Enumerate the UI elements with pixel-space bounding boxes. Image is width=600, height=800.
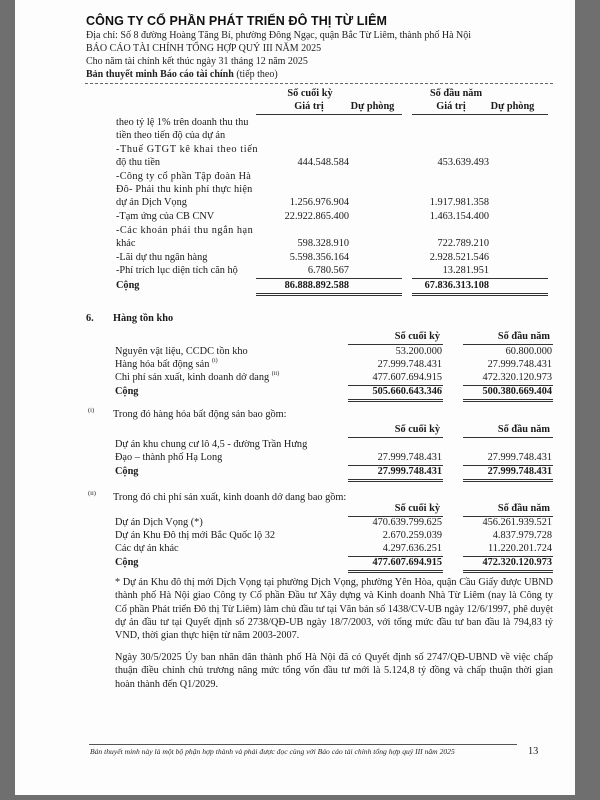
- total-label: Cộng: [116, 280, 140, 291]
- section-heading-bold: Bản thuyết minh Báo cáo tài chính: [86, 69, 234, 80]
- row-end-value: 598.328.910: [297, 238, 349, 249]
- row-end-value: 444.548.584: [297, 157, 349, 168]
- row-start-value: 2.928.521.546: [429, 252, 489, 263]
- row-start-value: 1.917.981.358: [429, 197, 489, 208]
- row-label: -Công ty cổ phần Tập đoàn Hà: [116, 171, 252, 182]
- col-end-provision: Dự phòng: [350, 101, 395, 112]
- row-start-value: 4.837.979.728: [492, 530, 552, 541]
- row-start-value: 722.789.210: [437, 238, 489, 249]
- col-end: Số cuối kỳ: [394, 424, 440, 435]
- col-start: Số đầu năm: [497, 503, 550, 514]
- footnote-marker: (i): [88, 407, 95, 414]
- detail-intro: Trong đó hàng hóa bất động sản bao gồm:: [113, 409, 287, 420]
- section-heading: [86, 69, 278, 80]
- row-start-value: 27.999.748.431: [487, 359, 552, 370]
- total-start-value: 67.836.313.108: [424, 280, 489, 291]
- row-end-value: 22.922.865.400: [284, 211, 349, 222]
- rule: [348, 437, 443, 438]
- row-label: theo tỷ lệ 1% trên doanh thu thu: [116, 117, 249, 128]
- row-start-value: 11.220.201.724: [488, 543, 552, 554]
- note-paragraph-1: * Dự án Khu đô thị mới Dịch Vọng tại phường Dịch Vọng, phường Yên Hòa, quận Cầu Giấy được UBND thành phố Hà Nội giao Công ty Cổ phần Đầu tư Xây dựng và Kinh doanh Nhà Từ Liêm (nay là Công ty Cổ phần Phát triển Đô thị Từ Liêm) làm chủ đầu tư tại Văn bản số 1438/CV-UB ngày 12/6/1997, phê duyệt dự án đầu tư tại Quyết định số 2738/QĐ-UB ngày 18/7/2003, với tổng mức đầu tư ban đầu là 794,83 tỷ VND, thời gian thực hiện từ năm 2003-2007.: [115, 577, 553, 642]
- double-rule: [348, 479, 443, 482]
- row-label: Dự án Dịch Vọng (*): [115, 517, 203, 528]
- double-rule: [412, 293, 548, 296]
- double-rule: [348, 570, 443, 573]
- detail-intro: Trong đó chi phí sản xuất, kinh doanh dở dang bao gồm:: [113, 492, 347, 503]
- double-rule: [463, 570, 553, 573]
- section-number: 6.: [86, 313, 94, 324]
- footnote-mark: (i): [211, 358, 218, 364]
- row-end-value: 6.780.567: [307, 265, 349, 276]
- total-label: Cộng: [115, 386, 139, 397]
- row-label: -Các khoản phải thu ngắn hạn: [116, 225, 254, 236]
- row-end-value: 1.256.976.904: [289, 197, 349, 208]
- rule: [463, 437, 553, 438]
- col-start: Số đầu năm: [497, 331, 550, 342]
- row-label: -Thuế GTGT kê khai theo tiến: [116, 144, 259, 155]
- note-paragraph-2: Ngày 30/5/2025 Ủy ban nhân dân thành phố Hà Nội đã có Quyết định số 2747/QĐ-UBND về việc chấp thuận điều chỉnh chủ trương nâng mức tổng vốn đầu tư mới là 5.124,8 tỷ đồng và chấp thuận thời gian hoàn thành đến Q1/2029.: [115, 652, 553, 690]
- total-end-value: 86.888.892.588: [284, 280, 349, 291]
- rule: [256, 114, 402, 115]
- header-divider: [85, 83, 553, 84]
- section-heading-cont: (tiếp theo): [233, 69, 278, 80]
- footnote-marker: (ii): [88, 490, 96, 497]
- total-label: Cộng: [115, 557, 139, 568]
- row-label-text: Chi phí sản xuất, kinh doanh dở dang: [115, 372, 270, 383]
- row-label: -Tạm ứng của CB CNV: [116, 211, 215, 222]
- row-label: Đô- Phải thu kinh phí thực hiện: [116, 184, 253, 195]
- row-label: khác: [116, 238, 136, 249]
- double-rule: [463, 399, 553, 402]
- row-end-value: 470.639.799.625: [372, 517, 442, 528]
- total-end-value: 27.999.748.431: [377, 466, 442, 477]
- report-title: BÁO CÁO TÀI CHÍNH TỔNG HỢP QUÝ III NĂM 2025: [86, 43, 322, 54]
- footnote-mark: (ii): [271, 371, 280, 377]
- row-start-value: 1.463.154.400: [429, 211, 489, 222]
- row-label-text: Hàng hóa bất động sản: [115, 359, 210, 370]
- col-start-provision: Dự phòng: [490, 101, 535, 112]
- row-start-value: 13.281.951: [442, 265, 489, 276]
- report-period: Cho năm tài chính kết thúc ngày 31 tháng 12 năm 2025: [86, 56, 308, 67]
- row-end-value: 4.297.636.251: [382, 543, 442, 554]
- row-end-value: 2.670.259.039: [382, 530, 442, 541]
- row-label: -Lãi dự thu ngân hàng: [116, 252, 208, 263]
- row-end-value: 27.999.748.431: [377, 359, 442, 370]
- company-name: CÔNG TY CỔ PHẦN PHÁT TRIỂN ĐÔ THỊ TỪ LIÊM: [86, 14, 388, 28]
- col-end: Số cuối kỳ: [394, 331, 440, 342]
- col-group-start: Số đầu năm: [429, 88, 483, 99]
- double-rule: [256, 293, 402, 296]
- row-label: Đạo – thành phố Hạ Long: [115, 452, 223, 463]
- row-start-value: 27.999.748.431: [487, 452, 552, 463]
- total-end-value: 505.660.643.346: [372, 386, 442, 397]
- row-start-value: 472.320.120.973: [482, 372, 552, 383]
- row-label: Nguyên vật liệu, CCDC tồn kho: [115, 346, 248, 357]
- row-label: -Phí trích lục diện tích căn hộ: [116, 265, 238, 276]
- col-start-value: Giá trị: [436, 101, 466, 112]
- document-page: [15, 0, 575, 795]
- row-start-value: 453.639.493: [437, 157, 489, 168]
- total-start-value: 500.380.669.404: [482, 386, 552, 397]
- company-address: Địa chỉ: Số 8 đường Hoàng Tăng Bí, phường Đông Ngạc, quận Bắc Từ Liêm, thành phố Hà Nội: [86, 30, 472, 41]
- page-number: 13: [528, 746, 539, 757]
- row-label: dự án Dịch Vọng: [116, 197, 187, 208]
- col-start: Số đầu năm: [497, 424, 550, 435]
- rule: [412, 114, 548, 115]
- section-title: Hàng tồn kho: [113, 313, 174, 324]
- row-label: tiền theo tiến độ của dự án: [116, 130, 226, 141]
- row-end-value: 53.200.000: [395, 346, 442, 357]
- row-label: [115, 359, 218, 370]
- double-rule: [348, 399, 443, 402]
- row-label: [115, 372, 279, 383]
- row-label: Dự án Khu Đô thị mới Bắc Quốc lộ 32: [115, 530, 276, 541]
- rule: [256, 278, 402, 279]
- rule: [348, 344, 443, 345]
- row-end-value: 27.999.748.431: [377, 452, 442, 463]
- rule: [412, 278, 548, 279]
- col-group-end: Số cuối kỳ: [287, 88, 333, 99]
- footer-divider: [89, 744, 517, 745]
- row-start-value: 60.800.000: [505, 346, 552, 357]
- total-end-value: 477.607.694.915: [372, 557, 442, 568]
- total-start-value: 27.999.748.431: [487, 466, 552, 477]
- row-label: Dự án khu chung cư lô 4,5 - đường Trần Hưng: [115, 439, 308, 450]
- row-end-value: 5.598.356.164: [289, 252, 349, 263]
- row-label: độ thu tiền: [116, 157, 161, 168]
- double-rule: [463, 479, 553, 482]
- row-start-value: 456.261.939.521: [482, 517, 552, 528]
- total-start-value: 472.320.120.973: [482, 557, 552, 568]
- col-end: Số cuối kỳ: [394, 503, 440, 514]
- row-end-value: 477.607.694.915: [372, 372, 442, 383]
- rule: [463, 344, 553, 345]
- col-end-value: Giá trị: [294, 101, 324, 112]
- footer-text: Bản thuyết minh này là một bộ phận hợp thành và phải được đọc cùng với Báo cáo tài chính tổng hợp quý III năm 2025: [90, 747, 455, 756]
- row-label: Các dự án khác: [115, 543, 179, 554]
- total-label: Cộng: [115, 466, 139, 477]
